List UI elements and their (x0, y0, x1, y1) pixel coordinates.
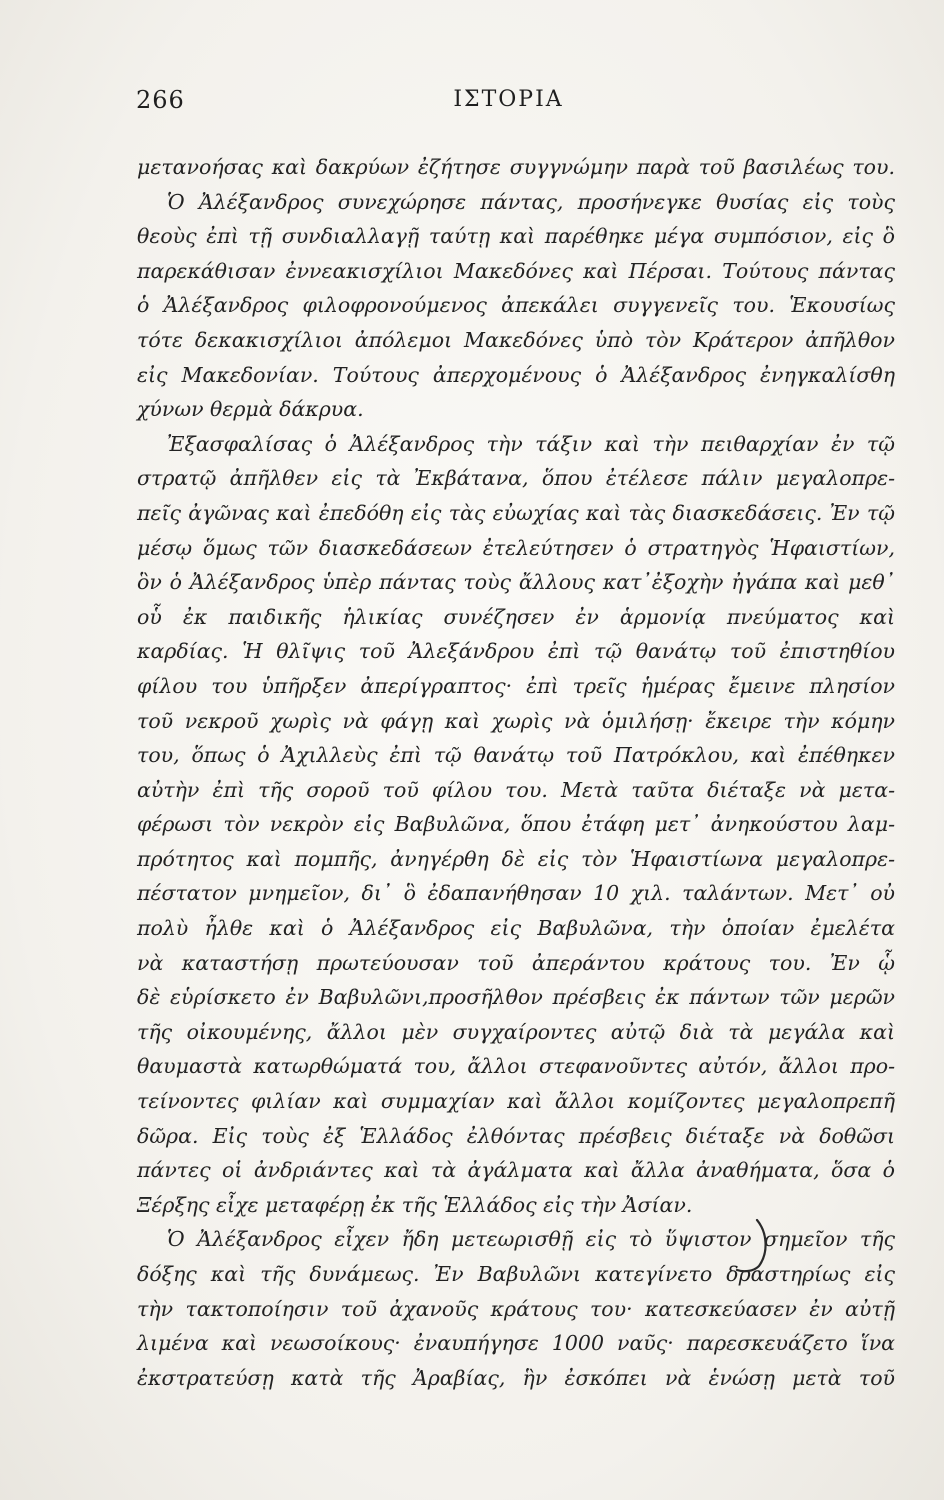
text-line: ὃν ὁ Ἀλέξανδρος ὑπὲρ πάντας τοὺς ἄλλους κατ᾽ἐξοχὴν ἠγάπα καὶ μεθ᾽ (137, 570, 895, 595)
text-line: Ὁ Ἀλέξανδρος συνεχώρησε πάντας, προσήνεγκε θυσίας εἰς τοὺς (167, 189, 895, 214)
text-line: παρεκάθισαν ἐννεακισχίλιοι Μακεδόνες καὶ Πέρσαι. Τούτους πάντας (137, 258, 895, 283)
text-line: ἐκστρατεύσῃ κατὰ τῆς Ἀραβίας, ἣν ἐσκόπει νὰ ἑνώσῃ μετὰ τοῦ (137, 1365, 895, 1390)
page-number: 266 (136, 86, 185, 114)
text-line: πρότητος καὶ πομπῆς, ἀνηγέρθη δὲ εἰς τὸν Ἡφαιστίωνα μεγαλοπρε- (137, 846, 895, 871)
text-line: τῆς οἰκουμένης, ἄλλοι μὲν συγχαίροντες αὐτῷ διὰ τὰ μεγάλα καὶ (137, 1019, 895, 1044)
running-title: ΙΣΤΟΡΙΑ (453, 87, 564, 112)
text-line: Ἐξασφαλίσας ὁ Ἀλέξανδρος τὴν τάξιν καὶ τὴν πειθαρχίαν ἐν τῷ (167, 431, 895, 456)
text-line: αὐτὴν ἐπὶ τῆς σοροῦ τοῦ φίλου του. Μετὰ ταῦτα διέταξε νὰ μετα- (137, 777, 895, 802)
text-line: φέρωσι τὸν νεκρὸν εἰς Βαβυλῶνα, ὅπου ἐτάφη μετ᾽ ἀνηκούστου λαμ- (137, 812, 895, 837)
text-line: πάντες οἱ ἀνδριάντες καὶ τὰ ἀγάλματα καὶ ἄλλα ἀναθήματα, ὅσα ὁ (137, 1158, 895, 1183)
text-line: πολὺ ἦλθε καὶ ὁ Ἀλέξανδρος εἰς Βαβυλῶνα, τὴν ὁποίαν ἐμελέτα (137, 916, 895, 941)
text-line: δόξης καὶ τῆς δυνάμεως. Ἐν Βαβυλῶνι κατεγίνετο δραστηρίως εἰς (137, 1262, 895, 1286)
text-line: μέσῳ ὅμως τῶν διασκεδάσεων ἐτελεύτησεν ὁ στρατηγὸς Ἡφαιστίων, (137, 535, 895, 560)
text-line: οὗ ἐκ παιδικῆς ἡλικίας συνέζησεν ἐν ἁρμονίᾳ πνεύματος καὶ (137, 604, 895, 629)
text-line: τείνοντες φιλίαν καὶ συμμαχίαν καὶ ἄλλοι κομίζοντες μεγαλοπρεπῆ (137, 1089, 895, 1114)
text-line: δῶρα. Εἰς τοὺς ἐξ Ἑλλάδος ἐλθόντας πρέσβεις διέταξε νὰ δοθῶσι (137, 1123, 895, 1148)
text-line: δὲ εὑρίσκετο ἐν Βαβυλῶνι,προσῆλθον πρέσβεις ἐκ πάντων τῶν μερῶν (137, 985, 895, 1010)
text-line: μετανοήσας καὶ δακρύων ἐζήτησε συγγνώμην παρὰ τοῦ βασιλέως του. (137, 155, 895, 179)
text-line: λιμένα καὶ νεωσοίκους· ἐναυπήγησε 1000 ναῦς· παρεσκευάζετο ἵνα (137, 1331, 895, 1356)
text-line: τότε δεκακισχίλιοι ἀπόλεμοι Μακεδόνες ὑπὸ τὸν Κράτερον ἀπῆλθον (137, 327, 895, 352)
text-line: του, ὅπως ὁ Ἀχιλλεὺς ἐπὶ τῷ θανάτῳ τοῦ Πατρόκλου, καὶ ἐπέθηκεν (137, 743, 895, 768)
text-line: φίλου του ὑπῆρξεν ἀπερίγραπτος· ἐπὶ τρεῖς ἡμέρας ἔμεινε πλησίον (137, 673, 895, 698)
pencil-bracket-mark (733, 1218, 773, 1276)
text-line: εἰς Μακεδονίαν. Τούτους ἀπερχομένους ὁ Ἀλέξανδρος ἐνηγκαλίσθη (137, 362, 895, 387)
text-line: πέστατον μνημεῖον, δι᾽ ὃ ἐδαπανήθησαν 10 χιλ. ταλάντων. Μετ᾽ οὐ (137, 881, 895, 906)
text-line: καρδίας. Ἡ θλῖψις τοῦ Ἀλεξάνδρου ἐπὶ τῷ θανάτῳ τοῦ ἐπιστηθίου (137, 639, 895, 664)
text-line: ὁ Ἀλέξανδρος φιλοφρονούμενος ἀπεκάλει συγγενεῖς του. Ἑκουσίως (137, 293, 895, 318)
text-line: Ὁ Ἀλέξανδρος εἶχεν ἤδη μετεωρισθῇ εἰς τὸ ὕψιστον σημεῖον τῆς (167, 1227, 895, 1252)
text-line: χύνων θερμὰ δάκρυα. (137, 397, 364, 422)
text-line: τὴν τακτοποίησιν τοῦ ἀχανοῦς κράτους του· κατεσκεύασεν ἐν αὐτῇ (137, 1296, 895, 1321)
page-header (136, 86, 881, 122)
text-line: θεοὺς ἐπὶ τῇ συνδιαλλαγῇ ταύτῃ καὶ παρέθηκε μέγα συμπόσιον, εἰς ὃ (137, 224, 895, 249)
text-line: θαυμαστὰ κατωρθώματά του, ἄλλοι στεφανοῦντες αὐτόν, ἄλλοι προ- (137, 1054, 895, 1079)
text-line: νὰ καταστήσῃ πρωτεύουσαν τοῦ ἀπεράντου κράτους του. Ἐν ᾧ (137, 950, 895, 975)
text-line: Ξέρξης εἶχε μεταφέρῃ ἐκ τῆς Ἑλλάδος εἰς τὴν Ἀσίαν. (137, 1192, 693, 1217)
body-text (137, 150, 895, 1395)
text-line: τοῦ νεκροῦ χωρὶς νὰ φάγῃ καὶ χωρὶς νὰ ὁμιλήσῃ· ἔκειρε τὴν κόμην (137, 708, 895, 733)
text-line: πεῖς ἀγῶνας καὶ ἐπεδόθη εἰς τὰς εὐωχίας καὶ τὰς διασκεδάσεις. Ἐν τῷ (137, 500, 895, 525)
text-line: στρατῷ ἀπῆλθεν εἰς τὰ Ἐκβάτανα, ὅπου ἐτέλεσε πάλιν μεγαλοπρε- (137, 466, 895, 491)
